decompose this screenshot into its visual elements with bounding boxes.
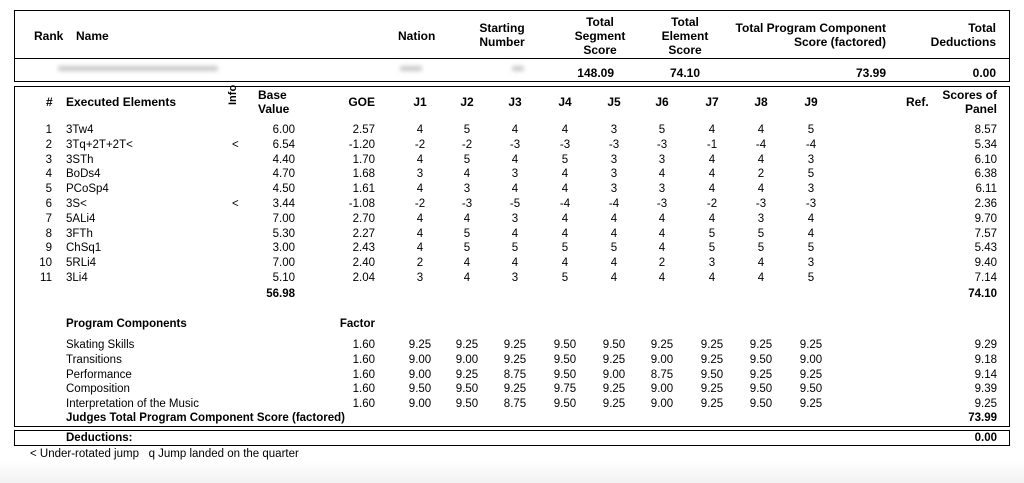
deductions-footer-value: 0.00: [974, 432, 997, 444]
element-goe: -1.20: [348, 138, 375, 151]
element-judge-score: 3: [610, 153, 618, 166]
ref-header: Ref.: [906, 95, 929, 109]
element-judge-score: 4: [463, 257, 471, 270]
element-judge-score: 4: [511, 183, 519, 196]
blurred-skater-name: [58, 66, 218, 71]
deductions-box: [14, 430, 1010, 446]
element-judge-score: 5: [463, 124, 471, 136]
element-name: 5RLi4: [66, 257, 97, 270]
element-judge-score: 4: [708, 168, 716, 181]
component-factor: 1.60: [352, 383, 375, 396]
judges-total-label: Judges Total Program Component Score (factored): [66, 412, 346, 424]
element-num: 10: [39, 257, 52, 270]
component-judge-score: 8.75: [650, 368, 674, 381]
element-name: BoDs4: [66, 168, 101, 181]
component-judge-score: 9.00: [602, 368, 626, 381]
element-judge-score: -3: [608, 138, 620, 151]
element-base-value: 6.00: [272, 124, 295, 136]
component-factor: 1.60: [352, 353, 375, 366]
element-judge-score: 3: [610, 183, 618, 196]
element-judge-score: 4: [416, 242, 424, 255]
element-num: 2: [45, 138, 52, 151]
element-name: PCoSp4: [66, 183, 109, 196]
element-panel-score: 5.34: [974, 138, 997, 151]
element-judge-score: 4: [708, 153, 716, 166]
segment-score-header: Total Segment Score: [574, 15, 626, 57]
component-judge-score: 9.75: [553, 383, 577, 396]
judge-header-5: J5: [607, 95, 621, 109]
element-judge-score: -2: [414, 198, 426, 210]
element-judge-score: 4: [511, 153, 519, 166]
component-judge-score: 9.25: [799, 339, 823, 351]
element-base-value: 5.10: [272, 272, 295, 284]
component-judge-score: 8.75: [503, 368, 527, 381]
component-judge-score: 9.50: [553, 398, 577, 411]
element-judge-score: 4: [610, 212, 618, 225]
element-judge-score: 4: [658, 227, 666, 240]
element-judge-score: -4: [805, 138, 817, 151]
segment-score-value: 148.09: [577, 66, 614, 80]
judge-header-4: J4: [558, 95, 572, 109]
element-num: 1: [45, 124, 52, 136]
component-panel-score: 9.14: [974, 368, 997, 381]
element-judge-score: -2: [461, 138, 473, 151]
element-judge-score: 2: [757, 168, 765, 181]
element-goe: 2.57: [352, 124, 375, 136]
element-panel-score: 6.38: [974, 168, 997, 181]
component-judge-score: 9.25: [650, 339, 674, 351]
element-goe: 2.70: [352, 212, 375, 225]
element-judge-score: -3: [656, 138, 668, 151]
component-judge-score: 9.50: [455, 398, 479, 411]
element-judge-score: 5: [561, 242, 569, 255]
element-judge-score: 5: [757, 227, 765, 240]
element-name: 3Tw4: [66, 124, 94, 136]
element-judge-score: -3: [509, 138, 521, 151]
summary-divider: [14, 58, 1010, 59]
element-judge-score: 4: [463, 168, 471, 181]
judge-header-9: J9: [804, 95, 818, 109]
element-panel-score: 7.57: [974, 227, 997, 240]
component-judge-score: 9.00: [650, 353, 674, 366]
element-num: 8: [45, 227, 52, 240]
element-num: 6: [45, 198, 52, 210]
element-goe: 2.43: [352, 242, 375, 255]
element-judge-score: 5: [807, 124, 815, 136]
element-name: 3Li4: [66, 272, 88, 284]
element-judge-score: 4: [416, 183, 424, 196]
base-value-header: Base Value: [258, 88, 290, 116]
element-judge-score: 5: [463, 227, 471, 240]
component-judge-score: 8.75: [503, 398, 527, 411]
element-judge-score: 5: [807, 272, 815, 284]
component-judge-score: 9.50: [553, 339, 577, 351]
judge-header-2: J2: [460, 95, 474, 109]
footnote: < Under-rotated jump q Jump landed on the quarter: [30, 448, 299, 460]
component-judge-score: 9.50: [749, 383, 773, 396]
element-judge-score: 4: [708, 124, 716, 136]
element-judge-score: -1: [706, 138, 718, 151]
element-judge-score: 5: [610, 242, 618, 255]
component-judge-score: 9.25: [503, 339, 527, 351]
element-score-header: Total Element Score: [661, 15, 709, 57]
element-judge-score: 4: [610, 272, 618, 284]
element-judge-score: 2: [416, 257, 424, 270]
element-judge-score: 4: [610, 227, 618, 240]
element-judge-score: 3: [416, 168, 424, 181]
component-judge-score: 9.25: [700, 353, 724, 366]
element-base-value: 4.70: [272, 168, 295, 181]
element-goe: 1.68: [352, 168, 375, 181]
element-judge-score: 4: [708, 183, 716, 196]
executed-elements-header: Executed Elements: [66, 95, 177, 109]
element-base-value: 5.30: [272, 227, 295, 240]
component-factor: 1.60: [352, 339, 375, 351]
element-judge-score: 4: [757, 124, 765, 136]
element-judge-score: 3: [463, 183, 471, 196]
component-judge-score: 9.50: [455, 383, 479, 396]
element-goe: 2.04: [352, 272, 375, 284]
element-judge-score: 3: [511, 272, 519, 284]
element-judge-score: 5: [561, 153, 569, 166]
element-judge-score: -3: [755, 198, 767, 210]
element-judge-score: 4: [561, 183, 569, 196]
element-judge-score: 5: [463, 153, 471, 166]
name-header: Name: [76, 29, 109, 43]
element-judge-score: 4: [757, 183, 765, 196]
component-judge-score: 9.50: [553, 368, 577, 381]
element-judge-score: 3: [807, 183, 815, 196]
element-judge-score: 4: [757, 257, 765, 270]
info-header: Info: [227, 84, 239, 105]
element-goe: -1.08: [348, 198, 375, 210]
element-judge-score: 2: [658, 257, 666, 270]
component-judge-score: 9.25: [700, 383, 724, 396]
element-judge-score: -3: [805, 198, 817, 210]
element-judge-score: 3: [610, 168, 618, 181]
element-goe: 2.27: [352, 227, 375, 240]
component-judge-score: 9.00: [408, 353, 432, 366]
component-judge-score: 9.25: [749, 339, 773, 351]
component-name: Performance: [66, 368, 132, 381]
component-judge-score: 9.00: [455, 353, 479, 366]
element-judge-score: -3: [656, 198, 668, 210]
element-judge-score: 5: [561, 272, 569, 284]
judge-header-7: J7: [705, 95, 719, 109]
component-judge-score: 9.00: [408, 398, 432, 411]
element-judge-score: 4: [561, 212, 569, 225]
element-panel-score: 7.14: [974, 272, 997, 284]
element-judge-score: 4: [610, 257, 618, 270]
element-goe: 2.40: [352, 257, 375, 270]
element-judge-score: 5: [511, 242, 519, 255]
component-panel-score: 9.29: [974, 339, 997, 351]
element-judge-score: 3: [708, 257, 716, 270]
element-base-value: 6.54: [272, 138, 295, 151]
element-judge-score: 4: [658, 272, 666, 284]
deductions-header: Total Deductions: [930, 21, 996, 49]
element-judge-score: 3: [610, 124, 618, 136]
component-factor: 1.60: [352, 368, 375, 381]
judges-total-value: 73.99: [968, 412, 997, 424]
elements-total-score: 74.10: [968, 288, 997, 300]
element-judge-score: -5: [509, 198, 521, 210]
judge-header-1: J1: [413, 95, 427, 109]
element-judge-score: 4: [757, 153, 765, 166]
element-judge-score: 4: [463, 212, 471, 225]
element-panel-score: 5.43: [974, 242, 997, 255]
element-judge-score: 4: [757, 272, 765, 284]
component-judge-score: 9.50: [553, 353, 577, 366]
component-judge-score: 9.25: [700, 398, 724, 411]
element-judge-score: -3: [559, 138, 571, 151]
component-judge-score: 9.50: [799, 383, 823, 396]
component-score-value: 73.99: [855, 66, 886, 80]
component-judge-score: 9.50: [749, 353, 773, 366]
judge-header-8: J8: [754, 95, 768, 109]
element-name: 3S<: [66, 198, 87, 210]
element-num: 4: [45, 168, 52, 181]
element-info: <: [232, 138, 239, 151]
element-panel-score: 2.36: [974, 198, 997, 210]
blurred-starting-number: [512, 66, 524, 71]
element-judge-score: 5: [807, 168, 815, 181]
rank-header: Rank: [34, 29, 64, 43]
element-judge-score: 4: [511, 124, 519, 136]
element-judge-score: 4: [807, 227, 815, 240]
component-judge-score: 9.50: [408, 383, 432, 396]
component-judge-score: 9.25: [503, 353, 527, 366]
element-panel-score: 8.57: [974, 124, 997, 136]
component-name: Skating Skills: [66, 339, 135, 351]
element-judge-score: 3: [807, 257, 815, 270]
element-judge-score: 3: [511, 212, 519, 225]
component-judge-score: 9.00: [799, 353, 823, 366]
nation-header: Nation: [398, 29, 436, 43]
element-judge-score: -2: [414, 138, 426, 151]
element-judge-score: -4: [559, 198, 571, 210]
component-panel-score: 9.25: [974, 398, 997, 411]
component-judge-score: 9.00: [650, 383, 674, 396]
component-judge-score: 9.25: [799, 368, 823, 381]
component-judge-score: 9.25: [503, 383, 527, 396]
element-judge-score: 5: [463, 242, 471, 255]
judge-header-3: J3: [508, 95, 522, 109]
element-goe: 1.70: [352, 153, 375, 166]
program-component-header: Total Program Component Score (factored): [735, 21, 886, 49]
element-num: 3: [45, 153, 52, 166]
element-judge-score: 5: [807, 242, 815, 255]
element-name: 3FTh: [66, 227, 93, 240]
component-panel-score: 9.39: [974, 383, 997, 396]
element-judge-score: 5: [757, 242, 765, 255]
element-judge-score: 3: [658, 183, 666, 196]
component-judge-score: 9.50: [700, 368, 724, 381]
component-panel-score: 9.18: [974, 353, 997, 366]
element-judge-score: 4: [708, 212, 716, 225]
element-num: 11: [40, 272, 52, 284]
element-panel-score: 6.10: [974, 153, 997, 166]
component-name: Interpretation of the Music: [66, 398, 199, 411]
element-judge-score: 3: [658, 153, 666, 166]
element-name: ChSq1: [66, 242, 102, 255]
element-panel-score: 6.11: [975, 183, 997, 196]
element-name: 5ALi4: [66, 212, 96, 225]
goe-header: GOE: [348, 95, 375, 109]
element-judge-score: 4: [807, 212, 815, 225]
element-num: 7: [45, 212, 52, 225]
component-judge-score: 9.50: [602, 339, 626, 351]
blurred-nation: [400, 66, 422, 71]
elements-total-base: 56.98: [266, 288, 295, 300]
component-judge-score: 9.25: [455, 368, 479, 381]
element-panel-score: 9.40: [974, 257, 997, 270]
element-judge-score: 4: [416, 153, 424, 166]
element-num: 9: [45, 242, 52, 255]
scores-of-panel-header: Scores of Panel: [942, 88, 997, 116]
element-judge-score: 4: [561, 227, 569, 240]
element-judge-score: 4: [416, 212, 424, 225]
component-judge-score: 9.00: [650, 398, 674, 411]
element-judge-score: -3: [461, 198, 473, 210]
element-base-value: 7.00: [272, 212, 295, 225]
element-judge-score: -2: [706, 198, 718, 210]
element-judge-score: 3: [807, 153, 815, 166]
element-judge-score: 5: [708, 242, 716, 255]
element-base-value: 7.00: [272, 257, 295, 270]
component-name: Transitions: [66, 353, 122, 366]
element-name: 3Tq+2T+2T<: [66, 138, 133, 151]
element-judge-score: 5: [658, 124, 666, 136]
element-num: 5: [45, 183, 52, 196]
component-judge-score: 9.25: [700, 339, 724, 351]
judge-header-6: J6: [655, 95, 669, 109]
element-judge-score: 5: [708, 227, 716, 240]
deductions-label: Deductions:: [66, 432, 133, 444]
deductions-value: 0.00: [972, 66, 996, 80]
element-name: 3STh: [66, 153, 94, 166]
element-panel-score: 9.70: [974, 212, 997, 225]
component-judge-score: 9.25: [602, 383, 626, 396]
element-base-value: 3.00: [272, 242, 295, 255]
factor-header: Factor: [339, 318, 375, 330]
starting-number-header: Starting Number: [479, 21, 525, 49]
element-judge-score: 4: [658, 168, 666, 181]
element-judge-score: 4: [658, 242, 666, 255]
component-judge-score: 9.25: [749, 368, 773, 381]
element-judge-score: 3: [511, 168, 519, 181]
program-components-title: Program Components: [66, 318, 187, 330]
element-judge-score: -4: [608, 198, 620, 210]
component-judge-score: 9.50: [749, 398, 773, 411]
element-goe: 1.61: [352, 183, 375, 196]
element-base-value: 4.50: [272, 183, 295, 196]
element-score-value: 74.10: [669, 66, 700, 80]
component-judge-score: 9.25: [408, 339, 432, 351]
element-judge-score: 3: [757, 212, 765, 225]
component-name: Composition: [66, 383, 130, 396]
element-judge-score: 4: [416, 124, 424, 136]
element-base-value: 4.40: [272, 153, 295, 166]
page-bottom-shadow: [0, 460, 1024, 483]
element-judge-score: 4: [561, 124, 569, 136]
element-judge-score: 4: [708, 272, 716, 284]
element-judge-score: 4: [463, 272, 471, 284]
component-judge-score: 9.25: [455, 339, 479, 351]
element-info: <: [232, 198, 239, 210]
element-judge-score: 4: [658, 212, 666, 225]
component-judge-score: 9.25: [602, 353, 626, 366]
element-judge-score: -4: [755, 138, 767, 151]
component-factor: 1.60: [352, 398, 375, 411]
component-judge-score: 9.25: [602, 398, 626, 411]
num-header: #: [46, 95, 53, 109]
element-judge-score: 4: [511, 227, 519, 240]
element-judge-score: 4: [511, 257, 519, 270]
element-judge-score: 3: [416, 272, 424, 284]
element-judge-score: 4: [416, 227, 424, 240]
element-judge-score: 4: [561, 257, 569, 270]
component-judge-score: 9.25: [799, 398, 823, 411]
component-judge-score: 9.00: [408, 368, 432, 381]
element-judge-score: 4: [561, 168, 569, 181]
element-base-value: 3.44: [272, 198, 295, 210]
